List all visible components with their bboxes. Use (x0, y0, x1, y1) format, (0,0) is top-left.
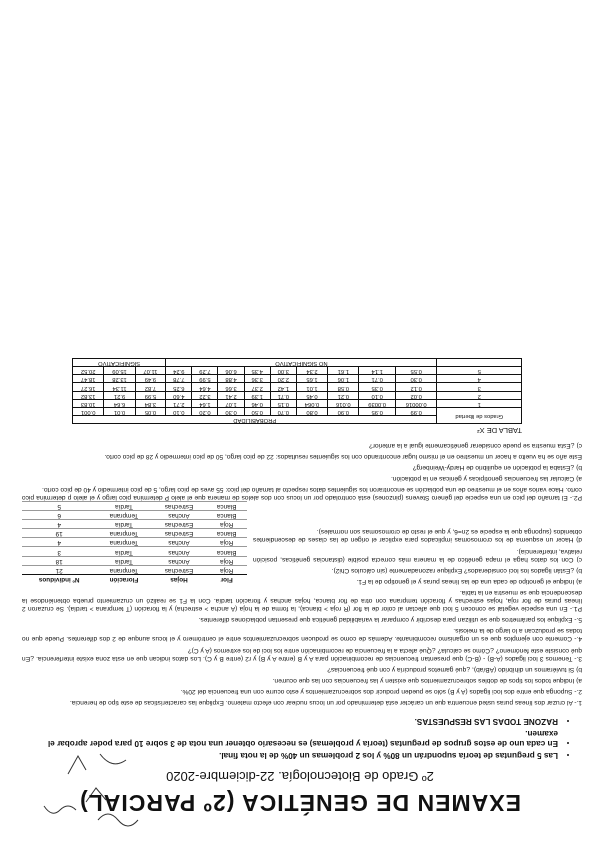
cell: 3 (22, 547, 96, 556)
cell: 4 (437, 375, 522, 383)
cell: Blanca (206, 502, 247, 511)
cell: 2.41 (218, 391, 244, 399)
table-row (22, 547, 247, 556)
cell: 21 (22, 565, 96, 574)
cell: 3 (437, 383, 522, 391)
cell: Temprana (96, 529, 151, 538)
cell: Blanca (206, 529, 247, 538)
cell: 2.34 (296, 366, 327, 374)
cell: 0.10 (359, 391, 395, 399)
cell: 0.064 (296, 399, 327, 407)
table-row (73, 399, 522, 407)
question-3: 3.- Tenemos 3 loci ligados (A-B) - (B-C) que presentan frecuencias de recombinación para A y B (entre A y B) y r2 (entre B y C). Los datos indican que en esta zona existe interferencia. ¿En qué consiste este fenómeno? ¿Cómo se calcula? ¿Qué afecta a la frecuencia de recombinación entre los loci de los extremos (A y C)? (22, 646, 582, 662)
col-header: Flor (206, 574, 247, 583)
problem-2c: Este año se ha vuelto a hacer un muestreo en el mismo lugar encontrando con los siguientes resultados: 22 de pico largo, 50 de pico intermedio y 28 de pico corto. (104, 452, 582, 460)
problem-2b: b) ¿Estaba la población en equilibrio de Hardy-Weinberg? (412, 463, 582, 471)
cell: 5 (437, 366, 522, 374)
cell: 5.99 (135, 391, 166, 399)
cell: 0.21 (328, 391, 359, 399)
cell: 16.27 (73, 383, 104, 391)
cell: 4 (22, 538, 96, 547)
questions-section (22, 358, 582, 706)
cell: 0.55 (395, 366, 437, 374)
cell: 9.24 (166, 366, 192, 374)
table-row (73, 383, 522, 391)
question-2b: b) Si tuviéramos un dihíbrido (AB/ab), ¿qué gametos produciría y con qué frecuencias? (327, 665, 582, 673)
table-row (22, 520, 247, 529)
cell: 3.36 (244, 375, 270, 383)
cell: 5 (22, 502, 96, 511)
cell: Temprana (96, 538, 151, 547)
cell: Roja (206, 556, 247, 565)
table-row (73, 391, 522, 399)
problem-1c: c) Con los datos haga el mapa genético de la manera más correcta posible (distancias genéticas, posición relativa, interferencia). (253, 547, 582, 563)
cell: 1 (437, 399, 522, 407)
problem-1b: b) ¿Están ligados los loci considerados? Explique razonadamente (sin cálculos Chi2). (331, 566, 582, 574)
table-row (22, 556, 247, 565)
prob-cell: 0.001 (73, 407, 104, 415)
cell: 7.82 (135, 383, 166, 391)
cell: 2 (437, 391, 522, 399)
exam-subtitle: 2º Grado de Biotecnología. 22-diciembre-2020 (166, 769, 434, 784)
cell: 2.71 (166, 399, 192, 407)
cell: 1.65 (296, 375, 327, 383)
cell: 1.42 (270, 383, 296, 391)
cell: Tardía (96, 556, 151, 565)
cell: 15.09 (104, 366, 135, 374)
cell: Blanca (206, 547, 247, 556)
table-row (22, 565, 247, 574)
cell: 3.00 (270, 366, 296, 374)
cell: 1.39 (244, 391, 270, 399)
col-header: Nº individuos (22, 574, 96, 583)
table-row (22, 511, 247, 520)
prob-cell: 0.70 (270, 407, 296, 415)
prob-cell: 0.01 (104, 407, 135, 415)
table-row (73, 375, 522, 383)
table-row (22, 529, 247, 538)
cell: 20.52 (73, 366, 104, 374)
table-row (22, 502, 247, 511)
cell: 18.47 (73, 375, 104, 383)
cell: Roja (206, 565, 247, 574)
cell: 1.64 (192, 399, 218, 407)
problem-2d: c) ¿Esta muestra se puede considerar genéticamente igual a la anterior? (369, 441, 582, 449)
prob-cell: 0.95 (359, 407, 395, 415)
cell: 0.016 (328, 399, 359, 407)
cell: Anchas (152, 538, 207, 547)
cell: 0.00016 (395, 399, 437, 407)
cell: Estrechas (152, 529, 207, 538)
problem-2: P2.- El tamaño del pico en una especie del género Stevens (pinzones) está controlado por un locus con dos alelos de manera que el alelo P determina pico largo y el alelo p determina pico corto. Hace varios años en el muestreo de una población se encontraron los siguientes datos respecto al tamaño del pico: 55 aves de pico largo, 5 de pico intermedio y 40 de pico corto. (22, 485, 582, 502)
cell: 7.29 (192, 366, 218, 374)
prob-cell: 0.30 (218, 407, 244, 415)
cell: 2.20 (270, 375, 296, 383)
cell: Tardía (96, 547, 151, 556)
problem-1d: d) Hacer un esquema de los cromosomas implicados para explicar el origen de las clases de descendientes obtenidos (suponga que la especie es 2n=6, y que el resto de cromosomas son normales). (253, 528, 582, 544)
cell: 5.99 (192, 375, 218, 383)
prob-cell: 0.10 (166, 407, 192, 415)
cell: 0.12 (395, 383, 437, 391)
prob-cell: 0.99 (395, 407, 437, 415)
table-row (73, 366, 522, 374)
cell: Temprana (96, 511, 151, 520)
cell: 0.30 (395, 375, 437, 383)
cell: 3.66 (218, 383, 244, 391)
cell: Estrechas (152, 520, 207, 529)
dof-header: Grados de libertad (437, 407, 522, 423)
cell: 10.83 (73, 399, 104, 407)
cell: Estrechas (152, 502, 207, 511)
cell: 0.45 (296, 391, 327, 399)
cell: 1.14 (359, 366, 395, 374)
cell: 11.34 (104, 383, 135, 391)
question-1: 1.- Al cruzar dos líneas puras usted encuentra que un carácter está determinado por un locus nuclear con efecto materno. Explique las características de este tipo de herencia. (69, 699, 582, 706)
exam-rules (30, 715, 570, 760)
cell: 11.07 (135, 366, 166, 374)
cell: 1.61 (328, 366, 359, 374)
cell: Tardía (96, 520, 151, 529)
problem-1-body (22, 501, 582, 585)
cell: 4.35 (244, 366, 270, 374)
cell: 0.15 (270, 399, 296, 407)
cell: 7.78 (166, 375, 192, 383)
cell: 4.64 (192, 383, 218, 391)
cell: 1.06 (328, 375, 359, 383)
cell: Blanca (206, 511, 247, 520)
cell: 4.60 (166, 391, 192, 399)
rule-item: • RAZONE TODAS LAS RESPUESTAS. (30, 716, 558, 727)
cell: 6.64 (104, 399, 135, 407)
cell: Tardía (96, 502, 151, 511)
prob-cell: 0.80 (296, 407, 327, 415)
cell: Temprana (96, 565, 151, 574)
question-2a: a) Indique todos los tipos de dobles sobrecruzamientos que existen y las frecuencias con las que ocurren. (272, 676, 582, 684)
chi-table-title: TABLA DE X² (477, 426, 522, 436)
not-significant-label: NO SIGNIFICATIVO (166, 358, 437, 366)
cell: 0.35 (359, 383, 395, 391)
cell: 0.71 (270, 391, 296, 399)
cell: 18 (22, 556, 96, 565)
rule-item: • Las 5 preguntas de teoría supondrán un 80% y los 2 problemas un 40% de la nota final. (30, 750, 558, 761)
cell: 6.06 (218, 366, 244, 374)
cell: 19 (22, 529, 96, 538)
cell: 0.0039 (359, 399, 395, 407)
cell: Roja (206, 520, 247, 529)
problem-1a: a) Indique el genotipo de cada una de las líneas puras y el genotipo de la F1. (356, 577, 582, 585)
spacer-cell (437, 358, 522, 366)
cell: 0.58 (328, 383, 359, 391)
cell: 0.02 (395, 391, 437, 399)
cell: 3.22 (192, 391, 218, 399)
cell: 1.07 (218, 399, 244, 407)
cell: 2.37 (244, 383, 270, 391)
table-row (22, 538, 247, 547)
rule-item: • En cada uno de estos grupos de preguntas (teoría y problemas) es necesario obtener una nota de 3 sobre 10 para poder aprobar el examen. (30, 728, 558, 749)
question-2: 2.- Suponga que entre dos loci ligados (A y B) sólo se pueden producir dos sobrecruzamientos y esto ocurre con una frecuencia del 20%. (180, 687, 582, 695)
cell: Estrechas (152, 565, 207, 574)
chi-square-table (72, 358, 522, 425)
col-header: Floración (96, 574, 151, 583)
cell: 0.46 (244, 399, 270, 407)
cell: Roja (206, 538, 247, 547)
prob-cell: 0.20 (192, 407, 218, 415)
question-4: 4.- Comente con ejemplos que es un organismo recombinante. Además de como se producen sobrecruzamientos entre el centrómero y el locus aunque de 2 dos diferentes. Puede que no todas se produzcan a lo largo de la meiosis. (22, 627, 582, 643)
cell: 4 (22, 520, 96, 529)
cell: Anchas (152, 511, 207, 520)
cell: 3.84 (135, 399, 166, 407)
cell: 9.49 (135, 375, 166, 383)
problem-1: P1.- En una especie vegetal se conocen 5 loci que afectan al color de la flor (R roja > blanca), la forma de la hoja (A ancha > estrecha) y la floración (T temprana > tardía). Se cruzaron 2 líneas puras de flor roja, hojas estrechas y floración temprana con otra de flor blanca, hojas anchas y floración tardía. Con la F1 se realizó un cruzamiento prueba obteniéndose la descendencia que se muestra en la tabla. (22, 588, 582, 613)
prob-cell: 0.50 (244, 407, 270, 415)
cell: Anchas (152, 547, 207, 556)
cell: 6.25 (166, 383, 192, 391)
significant-label: SIGNIFICATIVO (73, 358, 166, 366)
cell: 1.01 (296, 383, 327, 391)
cell: 13.82 (73, 391, 104, 399)
cell: 0.71 (359, 375, 395, 383)
offspring-table (22, 501, 247, 583)
prob-cell: 0.05 (135, 407, 166, 415)
cell: 9.21 (104, 391, 135, 399)
prob-cell: 0.90 (328, 407, 359, 415)
exam-title: EXAMEN DE GENÉTICA (2º PARCIAL) (79, 790, 521, 816)
col-header: Hojas (152, 574, 207, 583)
question-5: 5.- Explique los parámetros que se utilizan para describir y comparar la variabilidad genética que presentan poblaciones diferentes. (198, 616, 582, 624)
cell: 6 (22, 511, 96, 520)
cell: 4.88 (218, 375, 244, 383)
cell: Anchas (152, 556, 207, 565)
cell: 13.28 (104, 375, 135, 383)
probability-header: PROBABILIDAD (73, 416, 438, 424)
problem-2a: a) Calcular las frecuencias genotípicas y génicas en la población. (391, 474, 582, 482)
